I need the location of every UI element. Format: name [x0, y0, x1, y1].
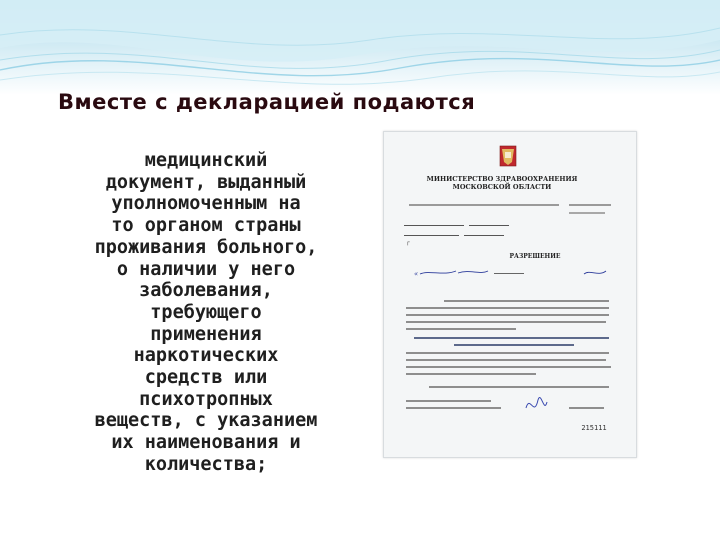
body-line: веществ, с указанием — [94, 410, 318, 432]
body-line: уполномоченным на — [111, 193, 301, 215]
body-line: их наименования и — [111, 432, 301, 454]
body-line: применения — [150, 323, 262, 345]
body-line: количества; — [144, 453, 268, 475]
body-line: медицинский — [144, 150, 268, 171]
doc-header-line1: МИНИСТЕРСТВО ЗДРАВООХРАНЕНИЯ — [426, 175, 578, 183]
doc-number: 215111 — [581, 424, 607, 432]
body-line: заболевания, — [139, 280, 273, 302]
doc-header-line2: МОСКОВСКОЙ ОБЛАСТИ — [452, 183, 552, 191]
decorative-wave-band — [0, 0, 720, 95]
coat-of-arms-icon — [500, 146, 516, 166]
body-line: наркотических — [133, 345, 279, 367]
doc-type-label: РАЗРЕШЕНИЕ — [509, 253, 561, 260]
body-line: то органом страны — [111, 215, 301, 237]
document-photo — [383, 131, 637, 458]
svg-text:┌: ┌ — [406, 239, 410, 246]
slide-title: Вместе с декларацией подаются — [58, 90, 476, 114]
body-line: проживания больного, — [94, 236, 318, 258]
svg-text:«: « — [414, 270, 419, 278]
body-line: психотропных — [139, 388, 273, 410]
body-line: о наличии у него — [116, 258, 296, 280]
slide-body-text — [58, 150, 354, 476]
body-line: документ, выданный — [105, 171, 307, 193]
body-line: средств или — [144, 367, 268, 389]
body-line: требующего — [150, 301, 262, 323]
